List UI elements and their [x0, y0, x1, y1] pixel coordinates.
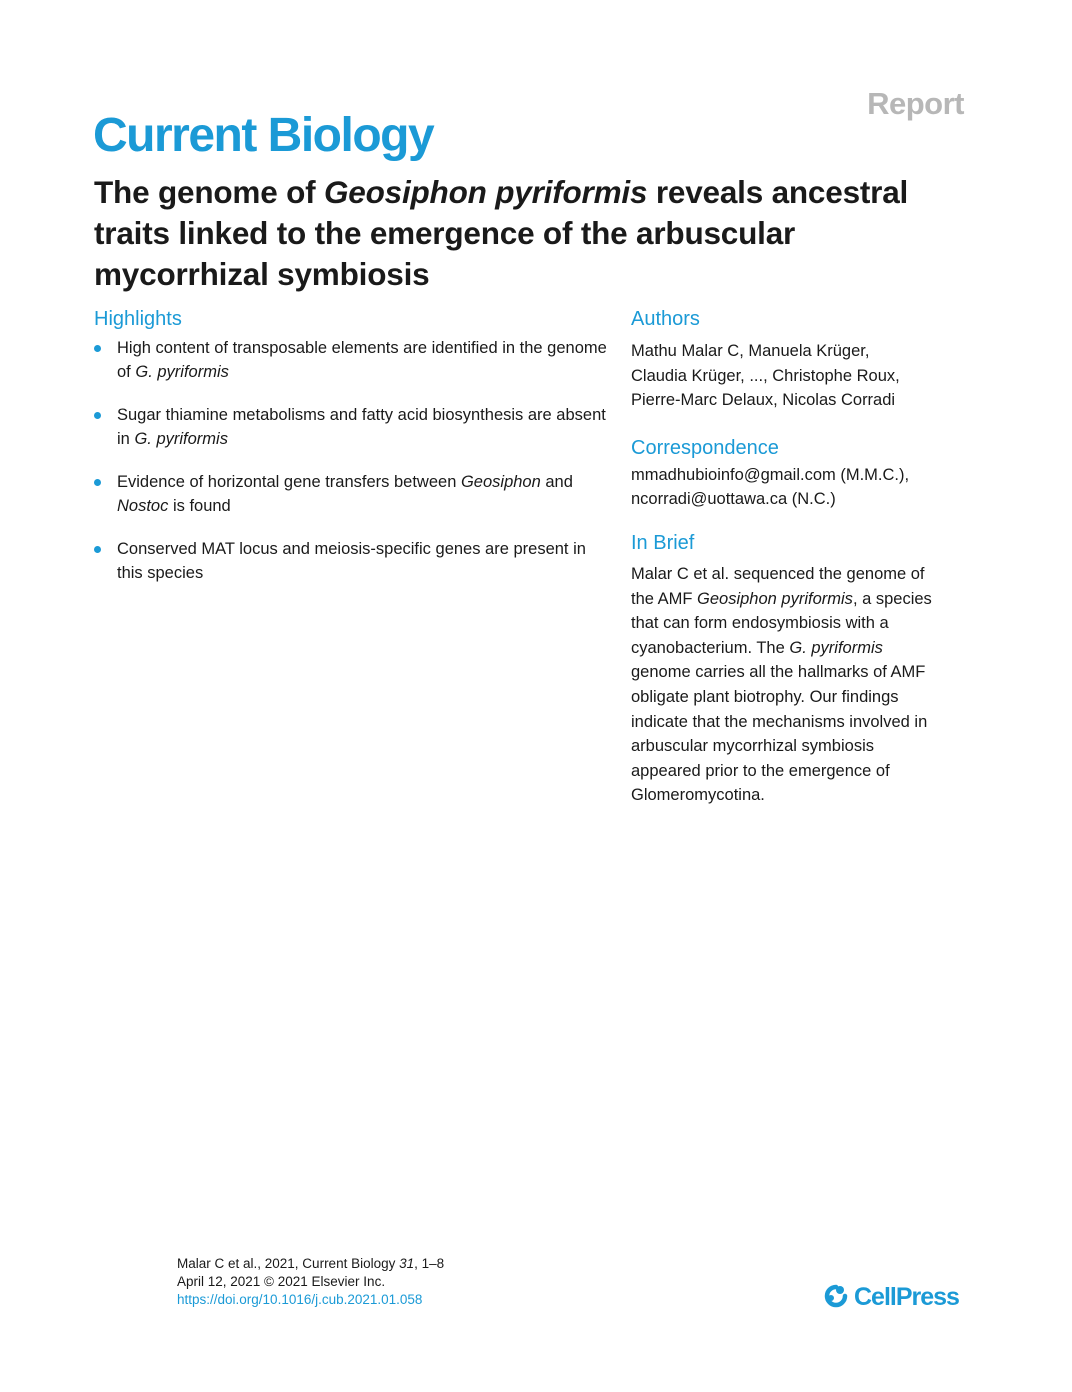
doi-link[interactable]: https://doi.org/10.1016/j.cub.2021.01.058: [177, 1292, 423, 1307]
email-link[interactable]: mmadhubioinfo@gmail.com (M.M.C.),: [631, 466, 910, 484]
highlight-italic: G. pyriformis: [134, 430, 228, 448]
article-title: [94, 172, 974, 295]
highlight-item: [94, 537, 614, 585]
highlight-text: is found: [168, 497, 231, 515]
brief-line: Malar C et al. sequenced the genome of: [631, 565, 925, 583]
citation-line: Malar C et al., 2021, Current Biology 31, 1–8: [177, 1256, 445, 1271]
highlight-text: Conserved MAT locus and meiosis-specific genes are present in this species: [117, 540, 586, 582]
bullet-icon: [94, 479, 101, 486]
highlight-italic: Geosiphon: [460, 473, 541, 491]
publisher-name: CellPress: [854, 1282, 959, 1311]
publisher-logo: [820, 1279, 959, 1315]
highlight-text: and: [540, 473, 573, 491]
brief-line: obligate plant biotrophy. Our findings: [631, 687, 899, 706]
title-species: Geosiphon pyriformis: [323, 174, 648, 210]
highlight-item: [94, 336, 614, 384]
brief-line: that can form endosymbiosis with a: [631, 614, 889, 633]
highlight-item: [94, 403, 614, 451]
brief-line: appeared prior to the emergence of: [631, 761, 890, 780]
correspondence-emails: [631, 463, 976, 511]
authors-list: [631, 339, 976, 413]
brief-line: indicate that the mechanisms involved in: [631, 712, 928, 731]
authors-heading: Authors: [631, 308, 700, 330]
highlights-list: [94, 336, 614, 604]
authors-line: Pierre-Marc Delaux, Nicolas Corradi: [631, 391, 896, 409]
email-link[interactable]: ncorradi@uottawa.ca (N.C.): [631, 490, 836, 508]
title-part-1: The genome of: [94, 174, 324, 210]
brief-line: cyanobacterium. The G. pyriformis: [631, 638, 883, 657]
highlight-italic: G. pyriformis: [135, 363, 229, 381]
highlight-italic: Nostoc: [117, 497, 169, 515]
authors-line: Mathu Malar C, Manuela Krüger,: [631, 342, 870, 360]
title-part-2: reveals ancestral traits linked to the emergence of the arbuscular mycorrhizal symbiosis: [94, 174, 909, 292]
highlight-item: [94, 470, 614, 518]
in-brief-heading: In Brief: [631, 532, 695, 554]
cellpress-logo-icon: [820, 1282, 850, 1312]
journal-name: Current Biology: [93, 109, 434, 162]
brief-line: genome carries all the hallmarks of AMF: [631, 663, 926, 682]
authors-line: Claudia Krüger, ..., Christophe Roux,: [631, 366, 900, 385]
brief-line: Glomeromycotina.: [631, 786, 765, 805]
highlights-heading: Highlights: [94, 308, 182, 330]
brief-line: arbuscular mycorrhizal symbiosis: [631, 737, 874, 756]
highlight-text: Evidence of horizontal gene transfers between: [117, 473, 461, 491]
brief-line: the AMF Geosiphon pyriformis, a species: [631, 589, 932, 608]
bullet-icon: [94, 345, 101, 352]
bullet-icon: [94, 546, 101, 553]
in-brief-text: [631, 562, 976, 808]
article-type-label: Report: [867, 86, 964, 121]
citation-block: [177, 1255, 444, 1309]
highlight-text: High content of transposable elements are identified in the genome of: [117, 339, 607, 381]
correspondence-heading: Correspondence: [631, 437, 779, 459]
bullet-icon: [94, 412, 101, 419]
date-line: April 12, 2021 © 2021 Elsevier Inc.: [177, 1274, 386, 1289]
highlight-text: Sugar thiamine metabolisms and fatty acid biosynthesis are absent in: [117, 406, 606, 448]
